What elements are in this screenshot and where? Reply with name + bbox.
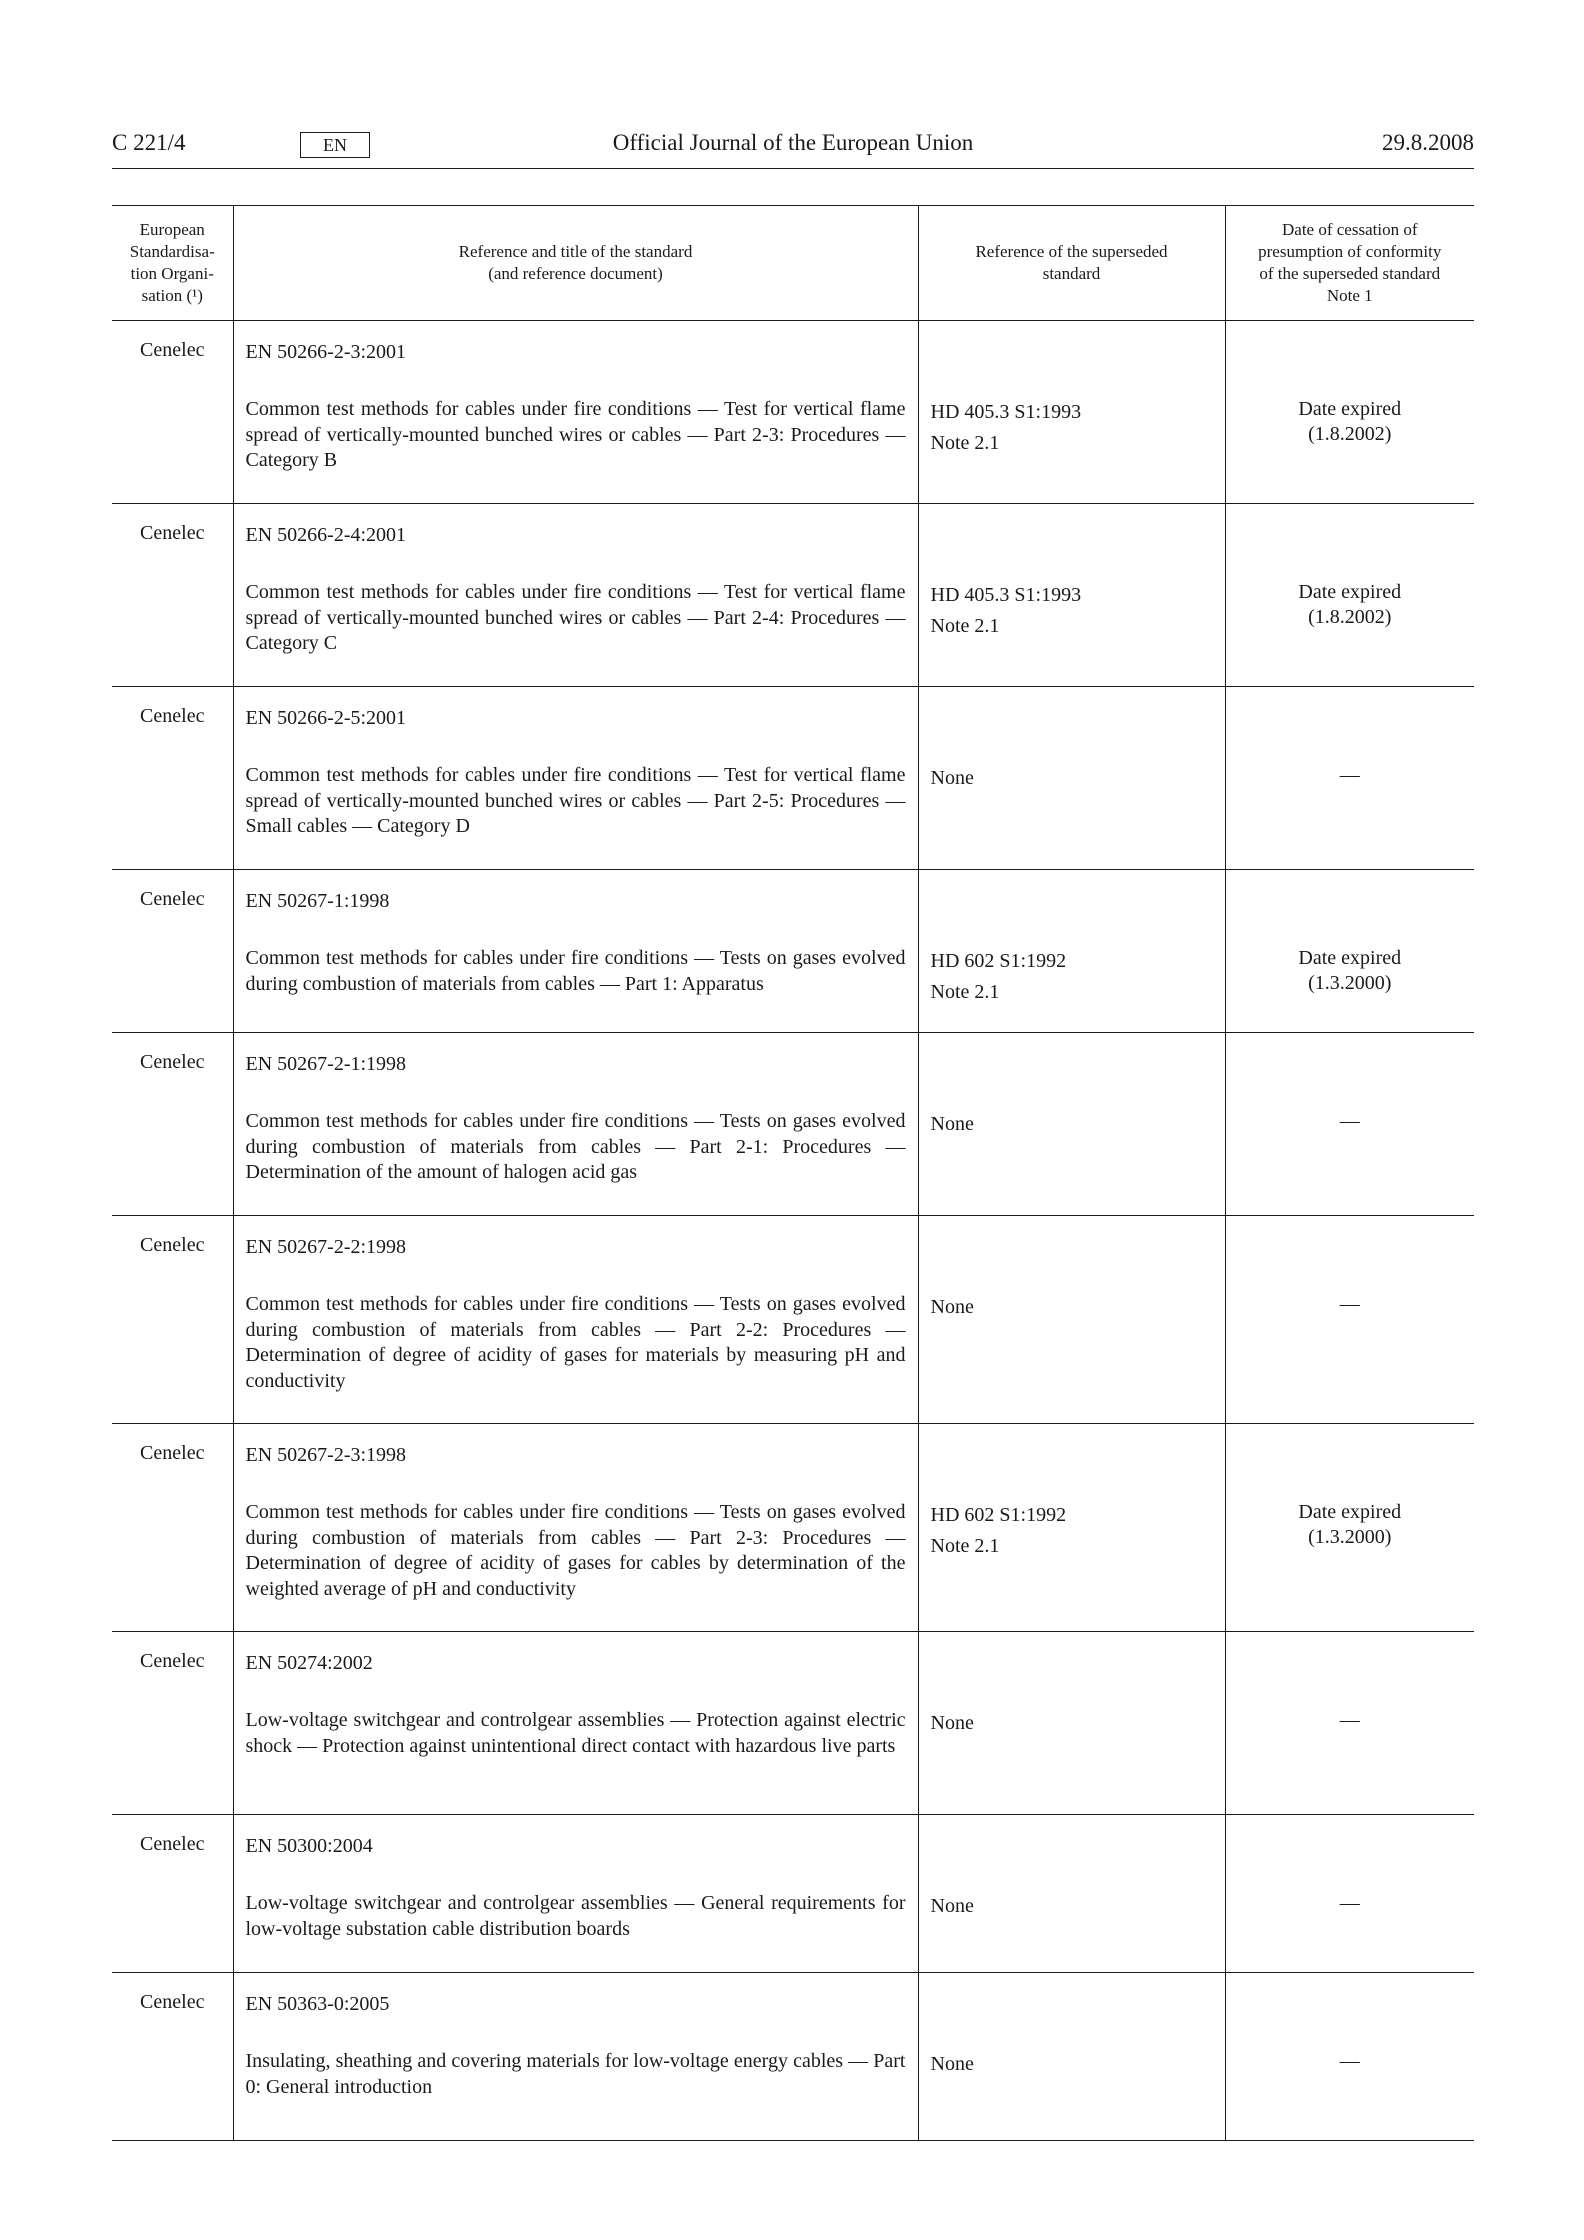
superseded-cell <box>918 1632 1225 1815</box>
organisation-cell: Cenelec <box>112 1973 233 2141</box>
column-header-line: Note 1 <box>1326 286 1373 305</box>
standard-cell <box>233 687 918 870</box>
superseded-note: Note 2.1 <box>930 432 1000 454</box>
superseded-reference: None <box>930 1895 974 1917</box>
column-header-line: Date of cessation of <box>1282 220 1418 239</box>
table-row <box>112 1216 1474 1424</box>
superseded-cell <box>918 1033 1225 1216</box>
superseded-reference: HD 405.3 S1:1993 <box>930 584 1082 606</box>
column-header-organisation <box>112 206 233 321</box>
column-header-line: standard <box>1042 264 1101 283</box>
table-header-row <box>112 206 1474 321</box>
column-header-line: European Standardisa- <box>129 220 215 261</box>
organisation-cell: Cenelec <box>112 1216 233 1424</box>
standard-cell <box>233 504 918 687</box>
standard-title: Low-voltage switchgear and controlgear assemblies — Protection against electric shock — Protection against unintentional direct contact with hazardous live parts <box>245 1709 906 1757</box>
superseded-reference: None <box>930 1296 974 1318</box>
superseded-cell <box>918 1815 1225 1973</box>
cessation-cell <box>1225 687 1474 870</box>
column-header-line: of the superseded standard <box>1259 264 1441 283</box>
standard-title: Common test methods for cables under fire conditions — Tests on gases evolved during combustion of materials from cables — Part 2-2: Procedures — Determination of degree of acidity of gases for materials by measuring pH and conductivity <box>245 1293 906 1392</box>
standard-cell <box>233 321 918 504</box>
cessation-cell <box>1225 1815 1474 1973</box>
standard-reference: EN 50266-2-3:2001 <box>245 341 407 363</box>
standard-title: Low-voltage switchgear and controlgear assemblies — General requirements for low-voltage substation cable distribution boards <box>245 1892 906 1940</box>
cessation-status: — <box>1339 1892 1360 1914</box>
publication-date: 29.8.2008 <box>1382 130 1474 155</box>
journal-title: Official Journal of the European Union <box>612 130 974 155</box>
cessation-cell <box>1225 1973 1474 2141</box>
superseded-cell <box>918 687 1225 870</box>
cessation-status: Date expired <box>1298 1501 1402 1523</box>
standard-title: Common test methods for cables under fire conditions — Test for vertical flame spread of vertically-mounted bunched wires or cables — Part 2-3: Procedures — Category B <box>245 398 906 471</box>
superseded-reference: HD 602 S1:1992 <box>930 950 1067 972</box>
cessation-status: Date expired <box>1298 947 1402 969</box>
header-rule <box>112 168 1474 169</box>
cessation-status: Date expired <box>1298 398 1402 420</box>
standard-reference: EN 50267-2-3:1998 <box>245 1444 407 1466</box>
standard-reference: EN 50267-1:1998 <box>245 890 390 912</box>
standard-cell <box>233 1632 918 1815</box>
table-row <box>112 1424 1474 1632</box>
cessation-status: — <box>1339 1110 1360 1132</box>
standard-cell <box>233 1033 918 1216</box>
language-badge: EN <box>300 132 370 158</box>
column-header-line: (and reference document) <box>488 264 663 283</box>
cessation-cell <box>1225 1216 1474 1424</box>
superseded-note: Note 2.1 <box>930 1535 1000 1557</box>
superseded-reference: None <box>930 1712 974 1734</box>
cessation-status: Date expired <box>1298 581 1402 603</box>
table-row <box>112 321 1474 504</box>
organisation-cell: Cenelec <box>112 321 233 504</box>
superseded-cell <box>918 1973 1225 2141</box>
organisation-cell: Cenelec <box>112 1424 233 1632</box>
standards-table <box>112 205 1474 2141</box>
table-row <box>112 1815 1474 1973</box>
cessation-cell <box>1225 321 1474 504</box>
standard-reference: EN 50266-2-5:2001 <box>245 707 407 729</box>
superseded-cell <box>918 1216 1225 1424</box>
cessation-date: (1.8.2002) <box>1308 423 1392 445</box>
superseded-reference: HD 602 S1:1992 <box>930 1504 1067 1526</box>
superseded-cell <box>918 321 1225 504</box>
table-row <box>112 687 1474 870</box>
cessation-status: — <box>1339 1293 1360 1315</box>
standard-cell <box>233 1216 918 1424</box>
column-header-superseded <box>918 206 1225 321</box>
column-header-line: tion Organi- <box>130 264 214 283</box>
table-row <box>112 1973 1474 2141</box>
cessation-status: — <box>1339 1709 1360 1731</box>
standard-reference: EN 50274:2002 <box>245 1652 373 1674</box>
cessation-cell <box>1225 1033 1474 1216</box>
superseded-reference: None <box>930 1113 974 1135</box>
standard-cell <box>233 1424 918 1632</box>
page-reference: C 221/4 <box>112 130 186 155</box>
cessation-date: (1.8.2002) <box>1308 606 1392 628</box>
standard-title: Common test methods for cables under fire conditions — Tests on gases evolved during combustion of materials from cables — Part 2-3: Procedures — Determination of degree of acidity of gases for cables by determination of the weighted average of pH and conductivity <box>245 1501 906 1600</box>
standard-title: Insulating, sheathing and covering materials for low-voltage energy cables — Part 0: General introduction <box>245 2050 906 2098</box>
superseded-cell <box>918 504 1225 687</box>
column-header-line: presumption of conformity <box>1258 242 1442 261</box>
cessation-date: (1.3.2000) <box>1308 972 1392 994</box>
standard-title: Common test methods for cables under fire conditions — Tests on gases evolved during combustion of materials from cables — Part 1: Apparatus <box>245 947 906 995</box>
column-header-cessation-date <box>1225 206 1474 321</box>
column-header-line: Reference and title of the standard <box>458 242 693 261</box>
organisation-cell: Cenelec <box>112 1632 233 1815</box>
organisation-cell: Cenelec <box>112 687 233 870</box>
page-header <box>112 130 1474 170</box>
table-row <box>112 504 1474 687</box>
organisation-cell: Cenelec <box>112 1815 233 1973</box>
standard-cell <box>233 1815 918 1973</box>
organisation-cell: Cenelec <box>112 1033 233 1216</box>
cessation-cell <box>1225 1632 1474 1815</box>
organisation-cell: Cenelec <box>112 870 233 1033</box>
superseded-cell <box>918 1424 1225 1632</box>
standard-cell <box>233 1973 918 2141</box>
standard-title: Common test methods for cables under fire conditions — Tests on gases evolved during combustion of materials from cables — Part 2-1: Procedures — Determination of the amount of halogen acid gas <box>245 1110 906 1183</box>
cessation-status: — <box>1339 764 1360 786</box>
superseded-reference: None <box>930 767 974 789</box>
superseded-cell <box>918 870 1225 1033</box>
standard-reference: EN 50267-2-1:1998 <box>245 1053 407 1075</box>
column-header-standard <box>233 206 918 321</box>
cessation-date: (1.3.2000) <box>1308 1526 1392 1548</box>
column-header-line: Reference of the superseded <box>975 242 1168 261</box>
superseded-reference: HD 405.3 S1:1993 <box>930 401 1082 423</box>
standard-title: Common test methods for cables under fire conditions — Test for vertical flame spread of vertically-mounted bunched wires or cables — Part 2-4: Procedures — Category C <box>245 581 906 654</box>
standard-reference: EN 50267-2-2:1998 <box>245 1236 407 1258</box>
cessation-cell <box>1225 504 1474 687</box>
superseded-note: Note 2.1 <box>930 981 1000 1003</box>
table-row <box>112 870 1474 1033</box>
standard-reference: EN 50363-0:2005 <box>245 1993 390 2015</box>
cessation-status: — <box>1339 2050 1360 2072</box>
superseded-note: Note 2.1 <box>930 615 1000 637</box>
standard-title: Common test methods for cables under fire conditions — Test for vertical flame spread of vertically-mounted bunched wires or cables — Part 2-5: Procedures — Small cables — Category D <box>245 764 906 837</box>
superseded-reference: None <box>930 2053 974 2075</box>
organisation-cell: Cenelec <box>112 504 233 687</box>
column-header-line: sation (¹) <box>141 286 203 305</box>
table-row <box>112 1033 1474 1216</box>
standard-reference: EN 50300:2004 <box>245 1835 373 1857</box>
standard-cell <box>233 870 918 1033</box>
standard-reference: EN 50266-2-4:2001 <box>245 524 407 546</box>
table-row <box>112 1632 1474 1815</box>
cessation-cell <box>1225 1424 1474 1632</box>
cessation-cell <box>1225 870 1474 1033</box>
